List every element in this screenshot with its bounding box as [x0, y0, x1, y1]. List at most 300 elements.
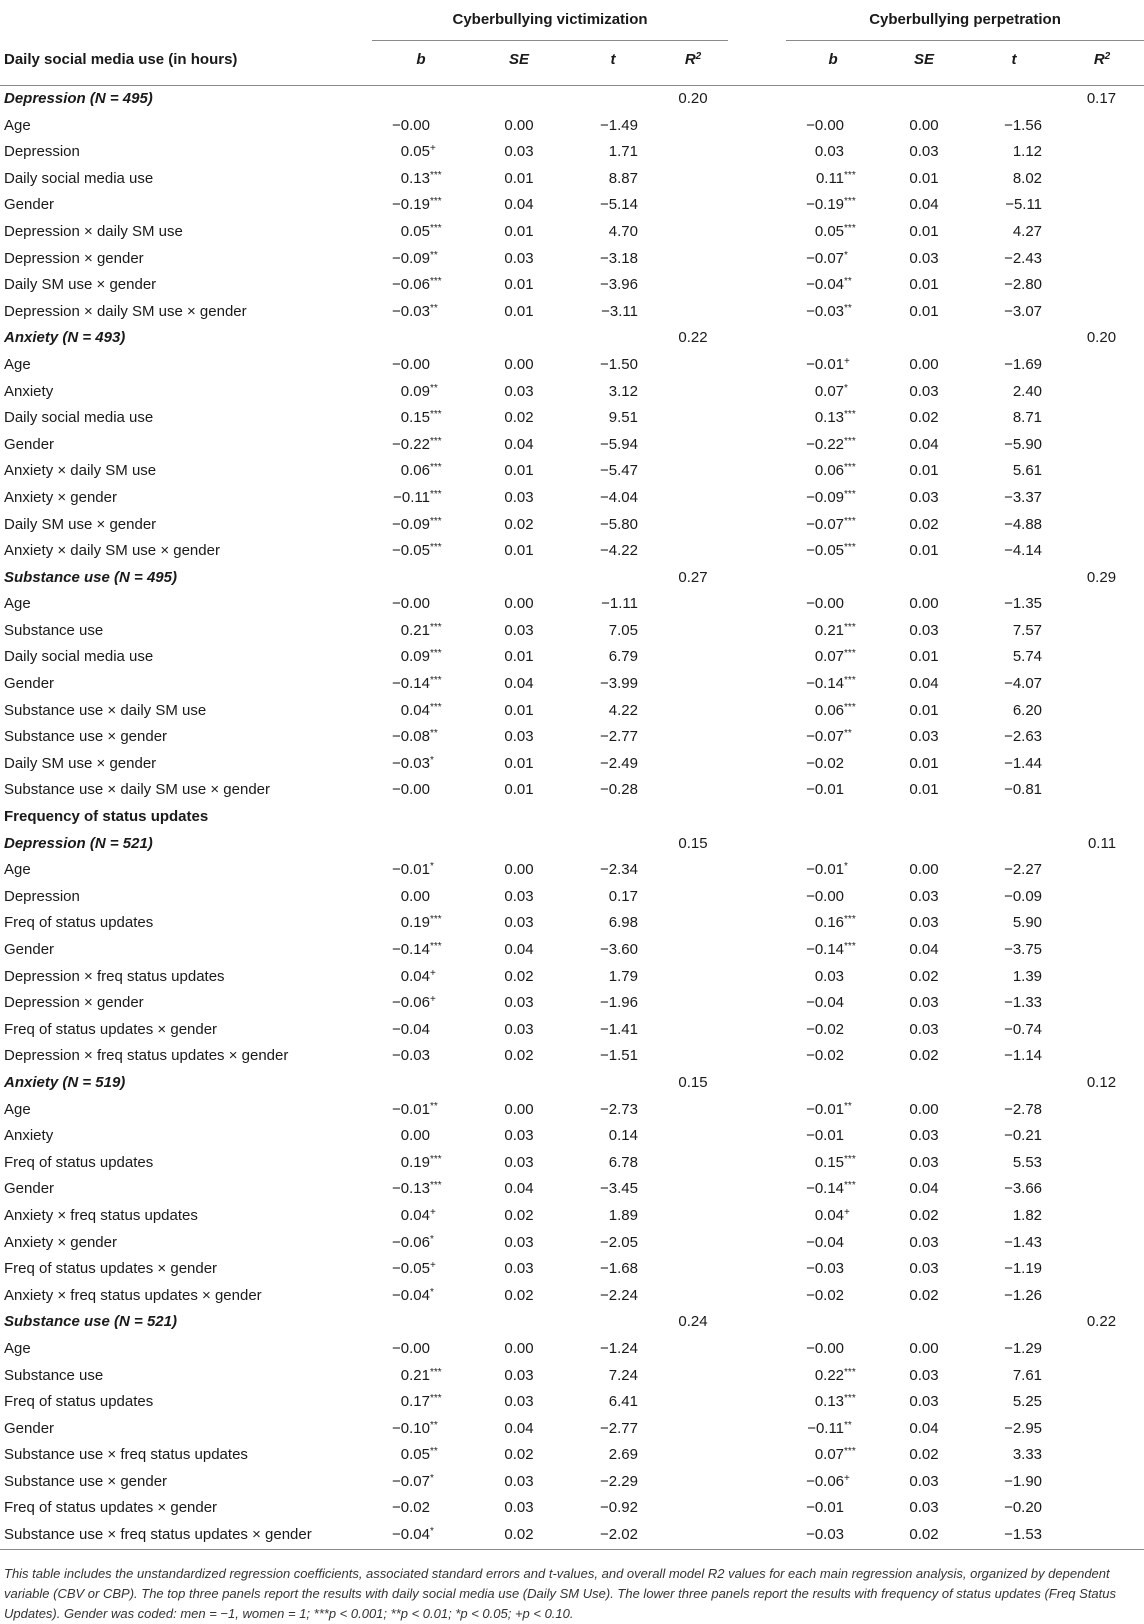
empty-cell [786, 1309, 880, 1336]
se-victimization: 0.03 [504, 143, 534, 161]
empty-cell [1060, 1283, 1144, 1310]
b-perpetration: −0.07** [806, 728, 852, 746]
t-perpetration: −1.53 [968, 1522, 1060, 1549]
b-perpetration: 0.03 [814, 967, 845, 985]
empty-cell [1060, 1389, 1144, 1416]
b-perpetration: 0.07* [814, 382, 848, 400]
t-victimization: 9.51 [608, 409, 638, 427]
t-victimization: −3.99 [600, 675, 638, 693]
section-header-row [0, 804, 1144, 831]
empty-cell [968, 565, 1060, 592]
t-perpetration: 5.90 [1012, 914, 1043, 932]
t-perpetration: −2.27 [1004, 861, 1043, 879]
panel-header-row [0, 1309, 1144, 1336]
empty-cell [658, 724, 728, 751]
row-label: Daily social media use [4, 169, 154, 187]
t-victimization: −3.96 [600, 276, 638, 294]
empty-cell [1060, 219, 1144, 246]
se-victimization: 0.03 [504, 621, 534, 639]
se-victimization: 0.00 [504, 861, 534, 879]
table-row [0, 1150, 1144, 1177]
row-label: Daily SM use × gender [4, 276, 157, 294]
se-victimization: 0.03 [504, 1260, 534, 1278]
group-header-victimization: Cyberbullying victimization [372, 0, 728, 41]
table-row [0, 777, 1144, 804]
se-perpetration: 0.00 [909, 1100, 939, 1118]
table-row [0, 1336, 1144, 1363]
table-row [0, 166, 1144, 193]
gap-cell [728, 299, 786, 326]
empty-cell [1060, 1469, 1144, 1496]
empty-cell [658, 937, 728, 964]
col-header-t: t [568, 41, 658, 86]
table-row [0, 1043, 1144, 1070]
empty-cell [968, 325, 1060, 352]
gap-cell [728, 166, 786, 193]
empty-cell [1060, 644, 1144, 671]
se-victimization: 0.01 [504, 781, 534, 799]
empty-cell [880, 804, 968, 831]
t-victimization: 2.69 [608, 1446, 638, 1464]
table-row [0, 1176, 1144, 1203]
panel-label: Substance use (N = 495) [4, 568, 177, 586]
empty-cell [372, 86, 470, 113]
empty-cell [658, 538, 728, 565]
gap-cell [728, 591, 786, 618]
t-victimization: 7.24 [608, 1366, 638, 1384]
empty-cell [1060, 857, 1144, 884]
empty-cell [658, 1495, 728, 1522]
b-victimization: −0.08** [392, 728, 438, 746]
b-perpetration: −0.14*** [806, 675, 856, 693]
row-label: Gender [4, 1180, 55, 1198]
se-victimization: 0.03 [504, 1153, 534, 1171]
col-header-r2: $R^2$ [658, 41, 728, 86]
se-perpetration: 0.04 [909, 1180, 939, 1198]
empty-cell [658, 166, 728, 193]
row-label: Depression [4, 143, 80, 161]
empty-cell [1060, 1043, 1144, 1070]
gap-cell [728, 538, 786, 565]
empty-cell [658, 299, 728, 326]
se-perpetration: 0.04 [909, 941, 939, 958]
empty-cell [470, 86, 568, 113]
table-row [0, 113, 1144, 140]
empty-cell [658, 1017, 728, 1044]
b-victimization: −0.22*** [392, 435, 442, 453]
empty-cell [568, 1309, 658, 1336]
t-perpetration: −4.88 [1004, 515, 1043, 533]
se-perpetration: 0.03 [909, 887, 939, 905]
b-perpetration: −0.07*** [806, 515, 856, 533]
empty-cell [658, 113, 728, 140]
b-perpetration: −0.06+ [806, 1472, 850, 1490]
gap-cell [728, 1176, 786, 1203]
empty-cell [658, 1522, 728, 1549]
row-label: Substance use × freq status updates × gender [0, 1522, 372, 1549]
panel-header-row [0, 325, 1144, 352]
empty-cell [658, 884, 728, 911]
b-perpetration: −0.04 [806, 1233, 845, 1251]
gap-cell [728, 964, 786, 991]
table-row [0, 1230, 1144, 1257]
t-victimization: −2.77 [600, 728, 638, 746]
gap-cell [728, 884, 786, 911]
t-victimization: −1.11 [601, 595, 638, 613]
b-victimization: −0.09** [392, 249, 438, 267]
empty-cell [1060, 777, 1144, 804]
empty-cell [470, 804, 568, 831]
t-victimization: −2.24 [600, 1286, 638, 1304]
row-label: Gender [4, 941, 55, 958]
r2-victimization: 0.15 [678, 834, 708, 852]
gap-cell [728, 618, 786, 645]
empty-cell [470, 1309, 568, 1336]
t-perpetration: −1.44 [1004, 754, 1043, 772]
table-row [0, 1522, 1144, 1549]
b-victimization: 0.00 [400, 887, 430, 905]
se-perpetration: 0.03 [909, 1366, 939, 1384]
gap-cell [728, 831, 786, 858]
se-victimization: 0.02 [504, 1446, 534, 1464]
gap-cell [728, 724, 786, 751]
row-label: Anxiety [4, 382, 54, 400]
b-perpetration: −0.02 [806, 1047, 845, 1065]
empty-cell [1060, 618, 1144, 645]
row-label: Freq of status updates × gender [4, 1260, 218, 1278]
empty-cell [786, 1070, 880, 1097]
empty-cell [658, 990, 728, 1017]
empty-cell [1060, 1522, 1144, 1549]
empty-cell [470, 831, 568, 858]
row-label: Freq of status updates [4, 1393, 154, 1411]
b-perpetration: −0.02 [806, 1286, 845, 1304]
b-perpetration: 0.13*** [814, 409, 856, 427]
t-victimization: 8.87 [608, 169, 638, 187]
empty-cell [658, 1150, 728, 1177]
row-label: Substance use [4, 1366, 104, 1384]
se-victimization: 0.02 [504, 967, 534, 985]
col-header-b: b [372, 41, 470, 86]
b-victimization: 0.00 [400, 1127, 430, 1145]
t-perpetration: −1.26 [1004, 1286, 1043, 1304]
b-victimization: −0.03** [392, 302, 438, 320]
row-label: Anxiety × gender [4, 1233, 117, 1251]
b-victimization: −0.06*** [392, 276, 442, 294]
t-perpetration: −4.14 [1004, 542, 1043, 560]
empty-cell [568, 86, 658, 113]
se-victimization: 0.02 [470, 1522, 568, 1549]
gap-cell [728, 1416, 786, 1443]
b-perpetration: −0.07* [806, 249, 848, 267]
gap-cell [728, 325, 786, 352]
se-perpetration: 0.01 [909, 462, 939, 480]
t-perpetration: −1.90 [1004, 1472, 1043, 1490]
t-perpetration: −2.80 [1004, 276, 1043, 294]
table-row [0, 884, 1144, 911]
se-perpetration: 0.02 [909, 515, 939, 533]
b-victimization: −0.09*** [392, 515, 442, 533]
t-victimization: −0.92 [600, 1499, 638, 1517]
se-perpetration: 0.03 [909, 728, 939, 746]
b-perpetration: −0.01** [806, 1100, 852, 1118]
t-perpetration: 1.12 [1012, 143, 1043, 161]
gap-cell [728, 432, 786, 459]
col-header-se-perp: SE [880, 41, 968, 86]
se-victimization: 0.01 [504, 701, 534, 719]
b-victimization: −0.01* [392, 861, 434, 879]
b-victimization: 0.05** [400, 1446, 438, 1464]
b-victimization: −0.03* [392, 754, 434, 772]
b-victimization: −0.05+ [392, 1260, 436, 1278]
se-victimization: 0.03 [504, 488, 534, 506]
b-perpetration: 0.13*** [814, 1393, 856, 1411]
row-label: Depression × gender [4, 249, 144, 267]
row-label: Anxiety × freq status updates [4, 1206, 198, 1224]
empty-cell [658, 1283, 728, 1310]
t-perpetration: −3.37 [1004, 488, 1043, 506]
gap-cell [728, 910, 786, 937]
table-row [0, 1363, 1144, 1390]
se-perpetration: 0.02 [909, 1446, 939, 1464]
row-label: Age [4, 116, 31, 134]
table-row [0, 1469, 1144, 1496]
t-victimization: 7.05 [608, 621, 638, 639]
empty-cell [1060, 990, 1144, 1017]
t-perpetration: 3.33 [1012, 1446, 1043, 1464]
empty-cell [1060, 1123, 1144, 1150]
t-victimization: −5.14 [600, 196, 638, 214]
empty-cell [470, 1070, 568, 1097]
se-perpetration: 0.01 [909, 302, 939, 320]
t-victimization: −3.18 [600, 249, 638, 267]
empty-cell [658, 857, 728, 884]
empty-cell [658, 192, 728, 219]
t-victimization: −3.11 [601, 302, 638, 320]
se-victimization: 0.03 [504, 1127, 534, 1145]
t-victimization: −1.41 [600, 1020, 638, 1038]
se-perpetration: 0.03 [909, 621, 939, 639]
t-victimization: −2.05 [600, 1233, 638, 1251]
gap-cell [728, 1256, 786, 1283]
se-victimization: 0.03 [504, 1499, 534, 1517]
r2-perpetration [1060, 804, 1144, 831]
gap-cell [728, 1203, 786, 1230]
empty-cell [1060, 485, 1144, 512]
table-footnote: This table includes the unstandardized regression coefficients, associated standard errors and t-values, and overall model R2 values for each main regression analysis, organized by dependent variable (CBV or CBP). The top three panels report the results with daily social media use (Daily SM Use). The lower three panels report the results with frequency of status updates (Freq Status Updates). Gender was coded: men = −1, women = 1; ***p < 0.001; **p < 0.01; *p < 0.05; +p < 0.10. [4, 1565, 1117, 1621]
gap-cell [728, 644, 786, 671]
t-victimization: −5.47 [600, 462, 638, 480]
empty-cell [786, 325, 880, 352]
b-victimization: −0.13*** [392, 1180, 442, 1198]
empty-cell [658, 1416, 728, 1443]
gap-cell [728, 1336, 786, 1363]
se-victimization: 0.04 [504, 435, 534, 453]
empty-cell [470, 325, 568, 352]
t-perpetration: 1.82 [1012, 1206, 1043, 1224]
b-victimization: −0.14*** [392, 675, 442, 693]
b-victimization: −0.07* [392, 1472, 434, 1490]
se-victimization: 0.03 [504, 249, 534, 267]
b-perpetration: 0.07*** [814, 1446, 856, 1464]
row-label: Daily social media use [4, 648, 154, 666]
row-label: Substance use × gender [4, 728, 168, 746]
empty-cell [786, 86, 880, 113]
empty-cell [658, 1256, 728, 1283]
row-label: Depression × daily SM use [4, 222, 183, 240]
table-row [0, 990, 1144, 1017]
t-victimization: 1.71 [608, 143, 638, 161]
row-label: Substance use × daily SM use × gender [4, 781, 271, 799]
col-header-se: SE [470, 41, 568, 86]
gap-cell [728, 1522, 786, 1549]
t-perpetration: −0.09 [1004, 887, 1043, 905]
b-victimization: −0.00 [392, 355, 430, 373]
t-perpetration: −2.95 [1004, 1419, 1043, 1437]
empty-cell [880, 1309, 968, 1336]
se-perpetration: 0.00 [909, 116, 939, 134]
se-perpetration: 0.01 [909, 701, 939, 719]
row-label: Freq of status updates × gender [4, 1499, 218, 1517]
b-perpetration: −0.01 [806, 781, 845, 799]
se-perpetration: 0.02 [909, 967, 939, 985]
se-perpetration: 0.03 [909, 994, 939, 1012]
se-victimization: 0.04 [504, 1180, 534, 1198]
b-perpetration: −0.19*** [806, 196, 856, 214]
gap-cell [728, 1017, 786, 1044]
t-perpetration: 8.71 [1012, 409, 1043, 427]
row-label: Gender [4, 675, 55, 693]
gap-cell [728, 1230, 786, 1257]
group-header-row [0, 0, 1144, 41]
t-perpetration: −0.81 [1004, 781, 1043, 799]
r2-perpetration: 0.17 [1086, 90, 1117, 107]
gap-cell [728, 777, 786, 804]
se-victimization: 0.03 [504, 1393, 534, 1411]
se-victimization: 0.00 [504, 1339, 534, 1357]
table-row [0, 1256, 1144, 1283]
row-label: Substance use [4, 621, 104, 639]
t-victimization: −2.34 [600, 861, 638, 879]
table-row [0, 192, 1144, 219]
table-row [0, 1283, 1144, 1310]
row-label: Substance use × freq status updates [4, 1446, 248, 1464]
group-header-perpetration: Cyberbullying perpetration [786, 0, 1144, 41]
empty-cell [1060, 671, 1144, 698]
table-row [0, 1203, 1144, 1230]
row-label: Gender [4, 1419, 55, 1437]
empty-cell [568, 804, 658, 831]
t-perpetration: −2.43 [1004, 249, 1043, 267]
row-label: Substance use × gender [4, 1472, 168, 1490]
empty-cell [1060, 192, 1144, 219]
r2-victimization: 0.27 [678, 568, 708, 586]
se-perpetration: 0.01 [909, 648, 939, 666]
empty-cell [658, 512, 728, 539]
t-perpetration: −5.90 [1004, 435, 1043, 453]
se-perpetration: 0.03 [909, 143, 939, 161]
empty-cell [1060, 405, 1144, 432]
gap-cell [728, 1070, 786, 1097]
gap-cell [728, 1309, 786, 1336]
table-body [0, 86, 1144, 1550]
table-row [0, 538, 1144, 565]
gap-cell [728, 352, 786, 379]
b-perpetration: 0.21*** [814, 621, 856, 639]
t-victimization: −3.45 [600, 1180, 638, 1198]
empty-cell [658, 1230, 728, 1257]
table-row [0, 591, 1144, 618]
b-victimization: −0.02 [392, 1499, 430, 1517]
t-victimization: −4.04 [600, 488, 638, 506]
se-victimization: 0.03 [504, 994, 534, 1012]
empty-cell [1060, 113, 1144, 140]
panel-header-row [0, 831, 1144, 858]
empty-cell [658, 1176, 728, 1203]
t-perpetration: −3.07 [1004, 302, 1043, 320]
gap-cell [728, 113, 786, 140]
b-perpetration: −0.03** [806, 302, 852, 320]
panel-label: Anxiety (N = 493) [4, 329, 126, 347]
t-victimization: 6.79 [608, 648, 638, 666]
table-row [0, 910, 1144, 937]
empty-cell [968, 831, 1060, 858]
empty-cell [1060, 1176, 1144, 1203]
t-victimization: −0.28 [600, 781, 638, 799]
t-perpetration: −1.56 [1004, 116, 1043, 134]
empty-cell [786, 565, 880, 592]
r2-victimization: 0.24 [678, 1313, 708, 1331]
empty-cell [968, 1309, 1060, 1336]
b-victimization: −0.01** [392, 1100, 438, 1118]
se-perpetration: 0.04 [909, 675, 939, 693]
empty-cell [658, 644, 728, 671]
t-victimization: −1.50 [600, 355, 638, 373]
empty-cell [372, 1070, 470, 1097]
empty-cell [1060, 724, 1144, 751]
empty-cell [880, 831, 968, 858]
t-victimization: −1.51 [600, 1047, 638, 1065]
t-perpetration: −2.78 [1004, 1100, 1043, 1118]
t-perpetration: −0.21 [1004, 1127, 1043, 1145]
row-label: Age [4, 1100, 31, 1118]
se-victimization: 0.02 [504, 1206, 534, 1224]
t-victimization: 3.12 [608, 382, 638, 400]
t-perpetration: −2.63 [1004, 728, 1043, 746]
se-victimization: 0.01 [504, 542, 534, 560]
empty-cell [1060, 166, 1144, 193]
t-victimization: 0.14 [608, 1127, 638, 1145]
empty-cell [658, 618, 728, 645]
row-label: Gender [4, 435, 55, 453]
t-victimization: −1.24 [600, 1339, 638, 1357]
row-label: Freq of status updates [4, 914, 154, 932]
r2-perpetration: 0.11 [1087, 834, 1117, 852]
empty-cell [658, 246, 728, 273]
se-perpetration: 0.00 [909, 1339, 939, 1357]
gap-cell [728, 698, 786, 725]
row-label: Substance use × daily SM use [4, 701, 207, 719]
row-label: Depression × freq status updates × gender [4, 1047, 289, 1065]
b-perpetration: 0.15*** [814, 1153, 856, 1171]
empty-cell [658, 1123, 728, 1150]
se-perpetration: 0.03 [909, 1153, 939, 1171]
empty-cell [658, 379, 728, 406]
se-victimization: 0.03 [504, 1472, 534, 1490]
row-label-header: Daily social media use (in hours) [0, 41, 372, 86]
t-victimization: −2.77 [600, 1419, 638, 1437]
table-row [0, 671, 1144, 698]
